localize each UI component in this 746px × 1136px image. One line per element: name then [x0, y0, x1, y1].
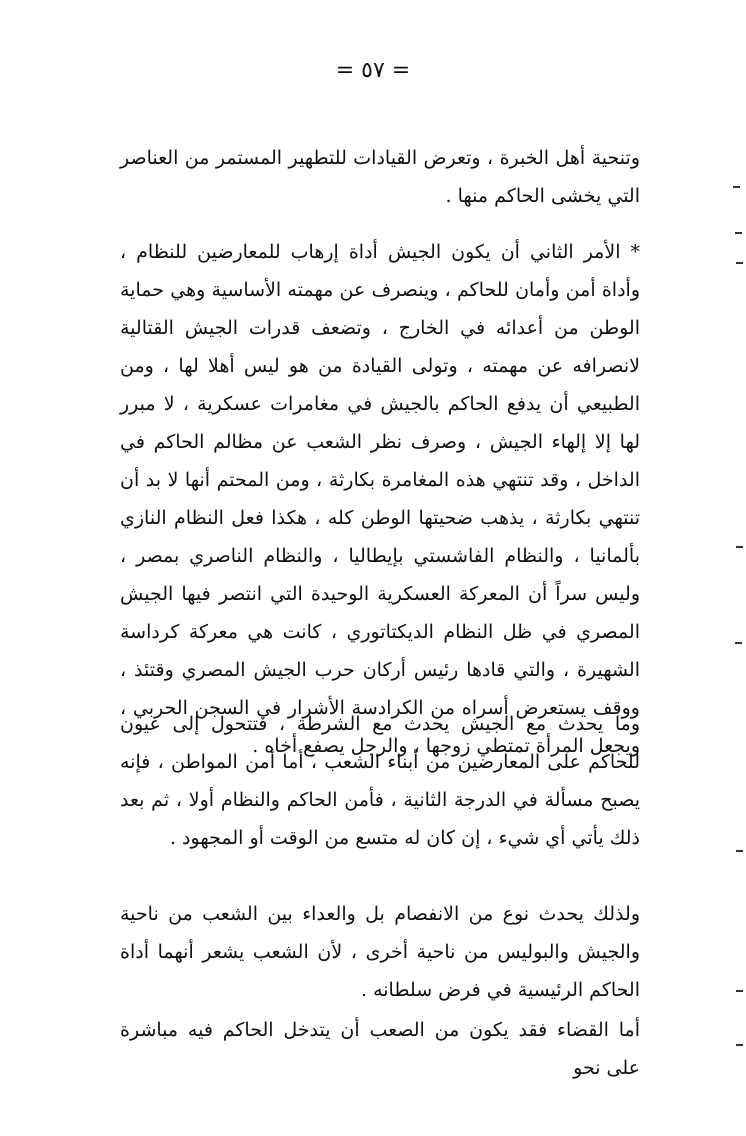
margin-mark	[736, 1044, 743, 1046]
page-number: = ٥٧ =	[335, 58, 411, 83]
paragraph-separation: ولذلك يحدث نوع من الانفصام بل والعداء بين الشعب من ناحية والجيش والبوليس من ناحية أخرى ، لأن الشعب يشعر أنهما أداة الحاكم الرئيسية في فرض سلطانه .	[120, 903, 640, 1001]
margin-mark	[736, 262, 743, 264]
paragraph-judiciary: أما القضاء فقد يكون من الصعب أن يتدخل الحاكم فيه مباشرة على نحو	[120, 1019, 640, 1079]
margin-mark	[735, 232, 742, 234]
paragraph-army: * الأمر الثاني أن يكون الجيش أداة إرهاب للمعارضين للنظام ، وأداة أمن وأمان للحاكم ، وينصرف عن مهمته الأساسية وهي حماية الوطن من أعدائه في الخارج ، وتضعف قدرات الجيش القتالية لانصرافه عن مهمته ، وتولى القيادة من هو ليس أهلا لها ، ومن الطبيعي أن يدفع الحاكم بالجيش في مغامرات عسكرية ، لا مبرر لها إلا إلهاء الجيش ، وصرف نظر الشعب عن مظالم الحاكم في الداخل ، وقد تنتهي هذه المغامرة بكارثة ، ومن المحتم أنها لا بد أن تنتهي بكارثة ، يذهب ضحيتها الوطن كله ، هكذا فعل النظام النازي بألمانيا ، والنظام الفاشستي بإيطاليا ، والنظام الناصري بمصر ، وليس سراً أن المعركة العسكرية الوحيدة التي انتصر فيها الجيش المصري في ظل النظام الديكتاتوري ، كانت هي معركة كرداسة الشهيرة ، والتي قادها رئيس أركان حرب الجيش المصري وقتئذ ، ووقف يستعرض أسراه من الكرادسة الأشرار في السجن الحربي ، ويجعل المرأة تمتطي زوجها ، والرجل يصفع أخاه .	[120, 241, 640, 757]
margin-mark	[733, 186, 740, 188]
margin-mark	[736, 850, 743, 852]
margin-mark	[735, 642, 742, 644]
margin-mark	[736, 546, 743, 548]
paragraph-continuation: وتنحية أهل الخبرة ، وتعرض القيادات للتطهير المستمر من العناصر التي يخشى الحاكم منها .	[120, 147, 641, 207]
margin-mark	[736, 990, 743, 992]
paragraph-police: وما يحدث مع الجيش يحدث مع الشرطة ، فتتحول إلى عيون للحاكم على المعارضين من أبناء الشعب ، أما أمن المواطن ، فإنه يصبح مسألة في الدرجة الثانية ، فأمن الحاكم والنظام أولا ، ثم بعد ذلك يأتي أي شيء ، إن كان له متسع من الوقت أو المجهود .	[120, 713, 640, 849]
